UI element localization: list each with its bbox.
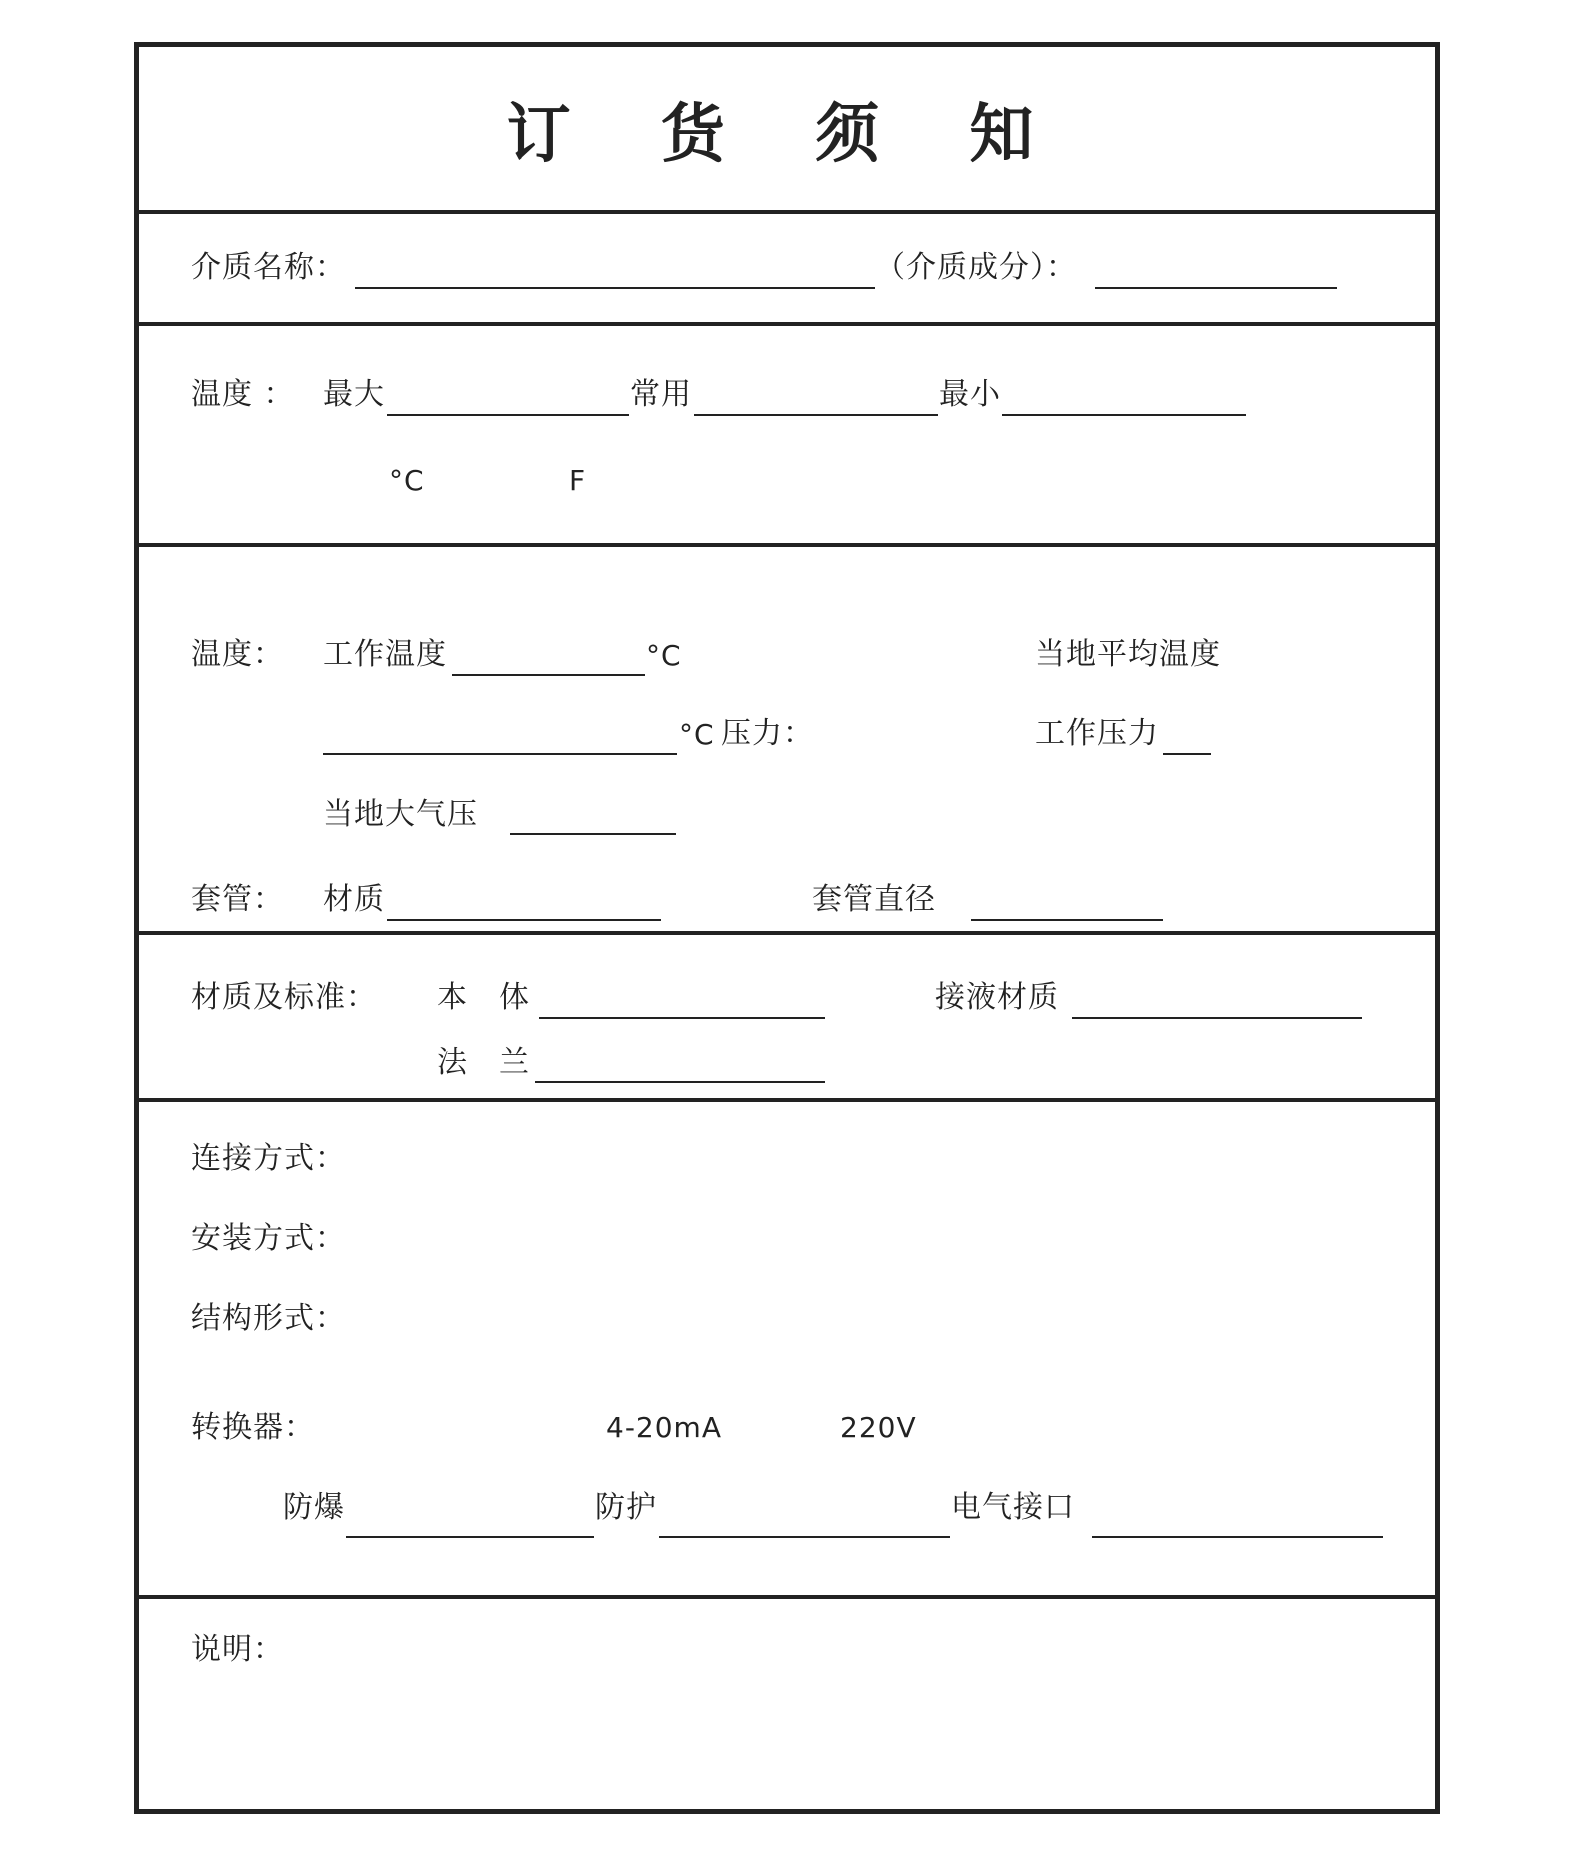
order-form [134, 42, 1440, 1814]
divider [139, 1595, 1435, 1599]
medium-name-field[interactable] [355, 287, 875, 289]
temp-normal-field[interactable] [694, 414, 938, 416]
medium-composition-label: （介质成分）： [875, 250, 1077, 285]
flange-material-label: 法 兰 [437, 1045, 530, 1080]
working-temp-label: 工作温度 [323, 637, 447, 672]
protection-label: 防护 [595, 1490, 657, 1525]
sleeve-diameter-field[interactable] [971, 919, 1163, 921]
local-atm-label: 当地大气压 [323, 797, 478, 832]
pressure-label: 压力： [721, 716, 814, 751]
connection-method-label: 连接方式： [191, 1141, 346, 1176]
electrical-interface-field[interactable] [1092, 1536, 1383, 1538]
temp-max-field[interactable] [387, 414, 629, 416]
working-temp-unit: °C [646, 639, 682, 672]
temp-normal-label: 常用 [630, 377, 692, 412]
converter-label: 转换器： [191, 1410, 315, 1445]
divider [139, 322, 1435, 326]
body-material-label: 本 体 [437, 980, 530, 1015]
working-pressure-field[interactable] [1163, 753, 1211, 755]
body-material-field[interactable] [539, 1017, 825, 1019]
explosion-proof-label: 防爆 [283, 1490, 345, 1525]
form-title: 订 货 须 知 [506, 98, 1068, 172]
temp-min-field[interactable] [1002, 414, 1246, 416]
wetted-material-label: 接液材质 [935, 980, 1059, 1015]
notes-label: 说明： [191, 1632, 284, 1667]
medium-composition-field[interactable] [1095, 287, 1337, 289]
notes-area[interactable] [191, 1677, 1381, 1797]
materials-label: 材质及标准： [191, 980, 377, 1015]
unit-fahrenheit-option[interactable]: F [569, 464, 587, 497]
divider [139, 543, 1435, 547]
explosion-proof-field[interactable] [346, 1536, 594, 1538]
sleeve-material-label: 材质 [323, 882, 385, 917]
divider [139, 1098, 1435, 1102]
sleeve-section-label: 套管： [191, 882, 284, 917]
structure-type-label: 结构形式： [191, 1301, 346, 1336]
temp-max-label: 最大 [323, 377, 385, 412]
unit-celsius-option[interactable]: °C [389, 464, 425, 497]
signal-option[interactable]: 4-20mA [606, 1411, 722, 1444]
divider [139, 931, 1435, 935]
temp-range-label: 温度 ： [191, 377, 295, 412]
flange-material-field[interactable] [535, 1081, 825, 1083]
local-avg-temp-label: 当地平均温度 [1035, 637, 1221, 672]
local-avg-temp-field[interactable] [323, 753, 677, 755]
local-atm-field[interactable] [510, 833, 676, 835]
wetted-material-field[interactable] [1072, 1017, 1362, 1019]
working-temp-field[interactable] [452, 674, 645, 676]
installation-method-label: 安装方式： [191, 1221, 346, 1256]
sleeve-material-field[interactable] [387, 919, 661, 921]
working-pressure-label: 工作压力 [1035, 716, 1159, 751]
working-temp-section-label: 温度： [191, 637, 284, 672]
temp-min-label: 最小 [939, 377, 1001, 412]
medium-name-label: 介质名称： [191, 250, 346, 285]
sleeve-diameter-label: 套管直径 [812, 882, 936, 917]
protection-field[interactable] [659, 1536, 950, 1538]
local-avg-temp-unit: °C [679, 718, 715, 751]
electrical-interface-label: 电气接口 [951, 1490, 1075, 1525]
divider [139, 210, 1435, 214]
voltage-option[interactable]: 220V [840, 1411, 917, 1444]
